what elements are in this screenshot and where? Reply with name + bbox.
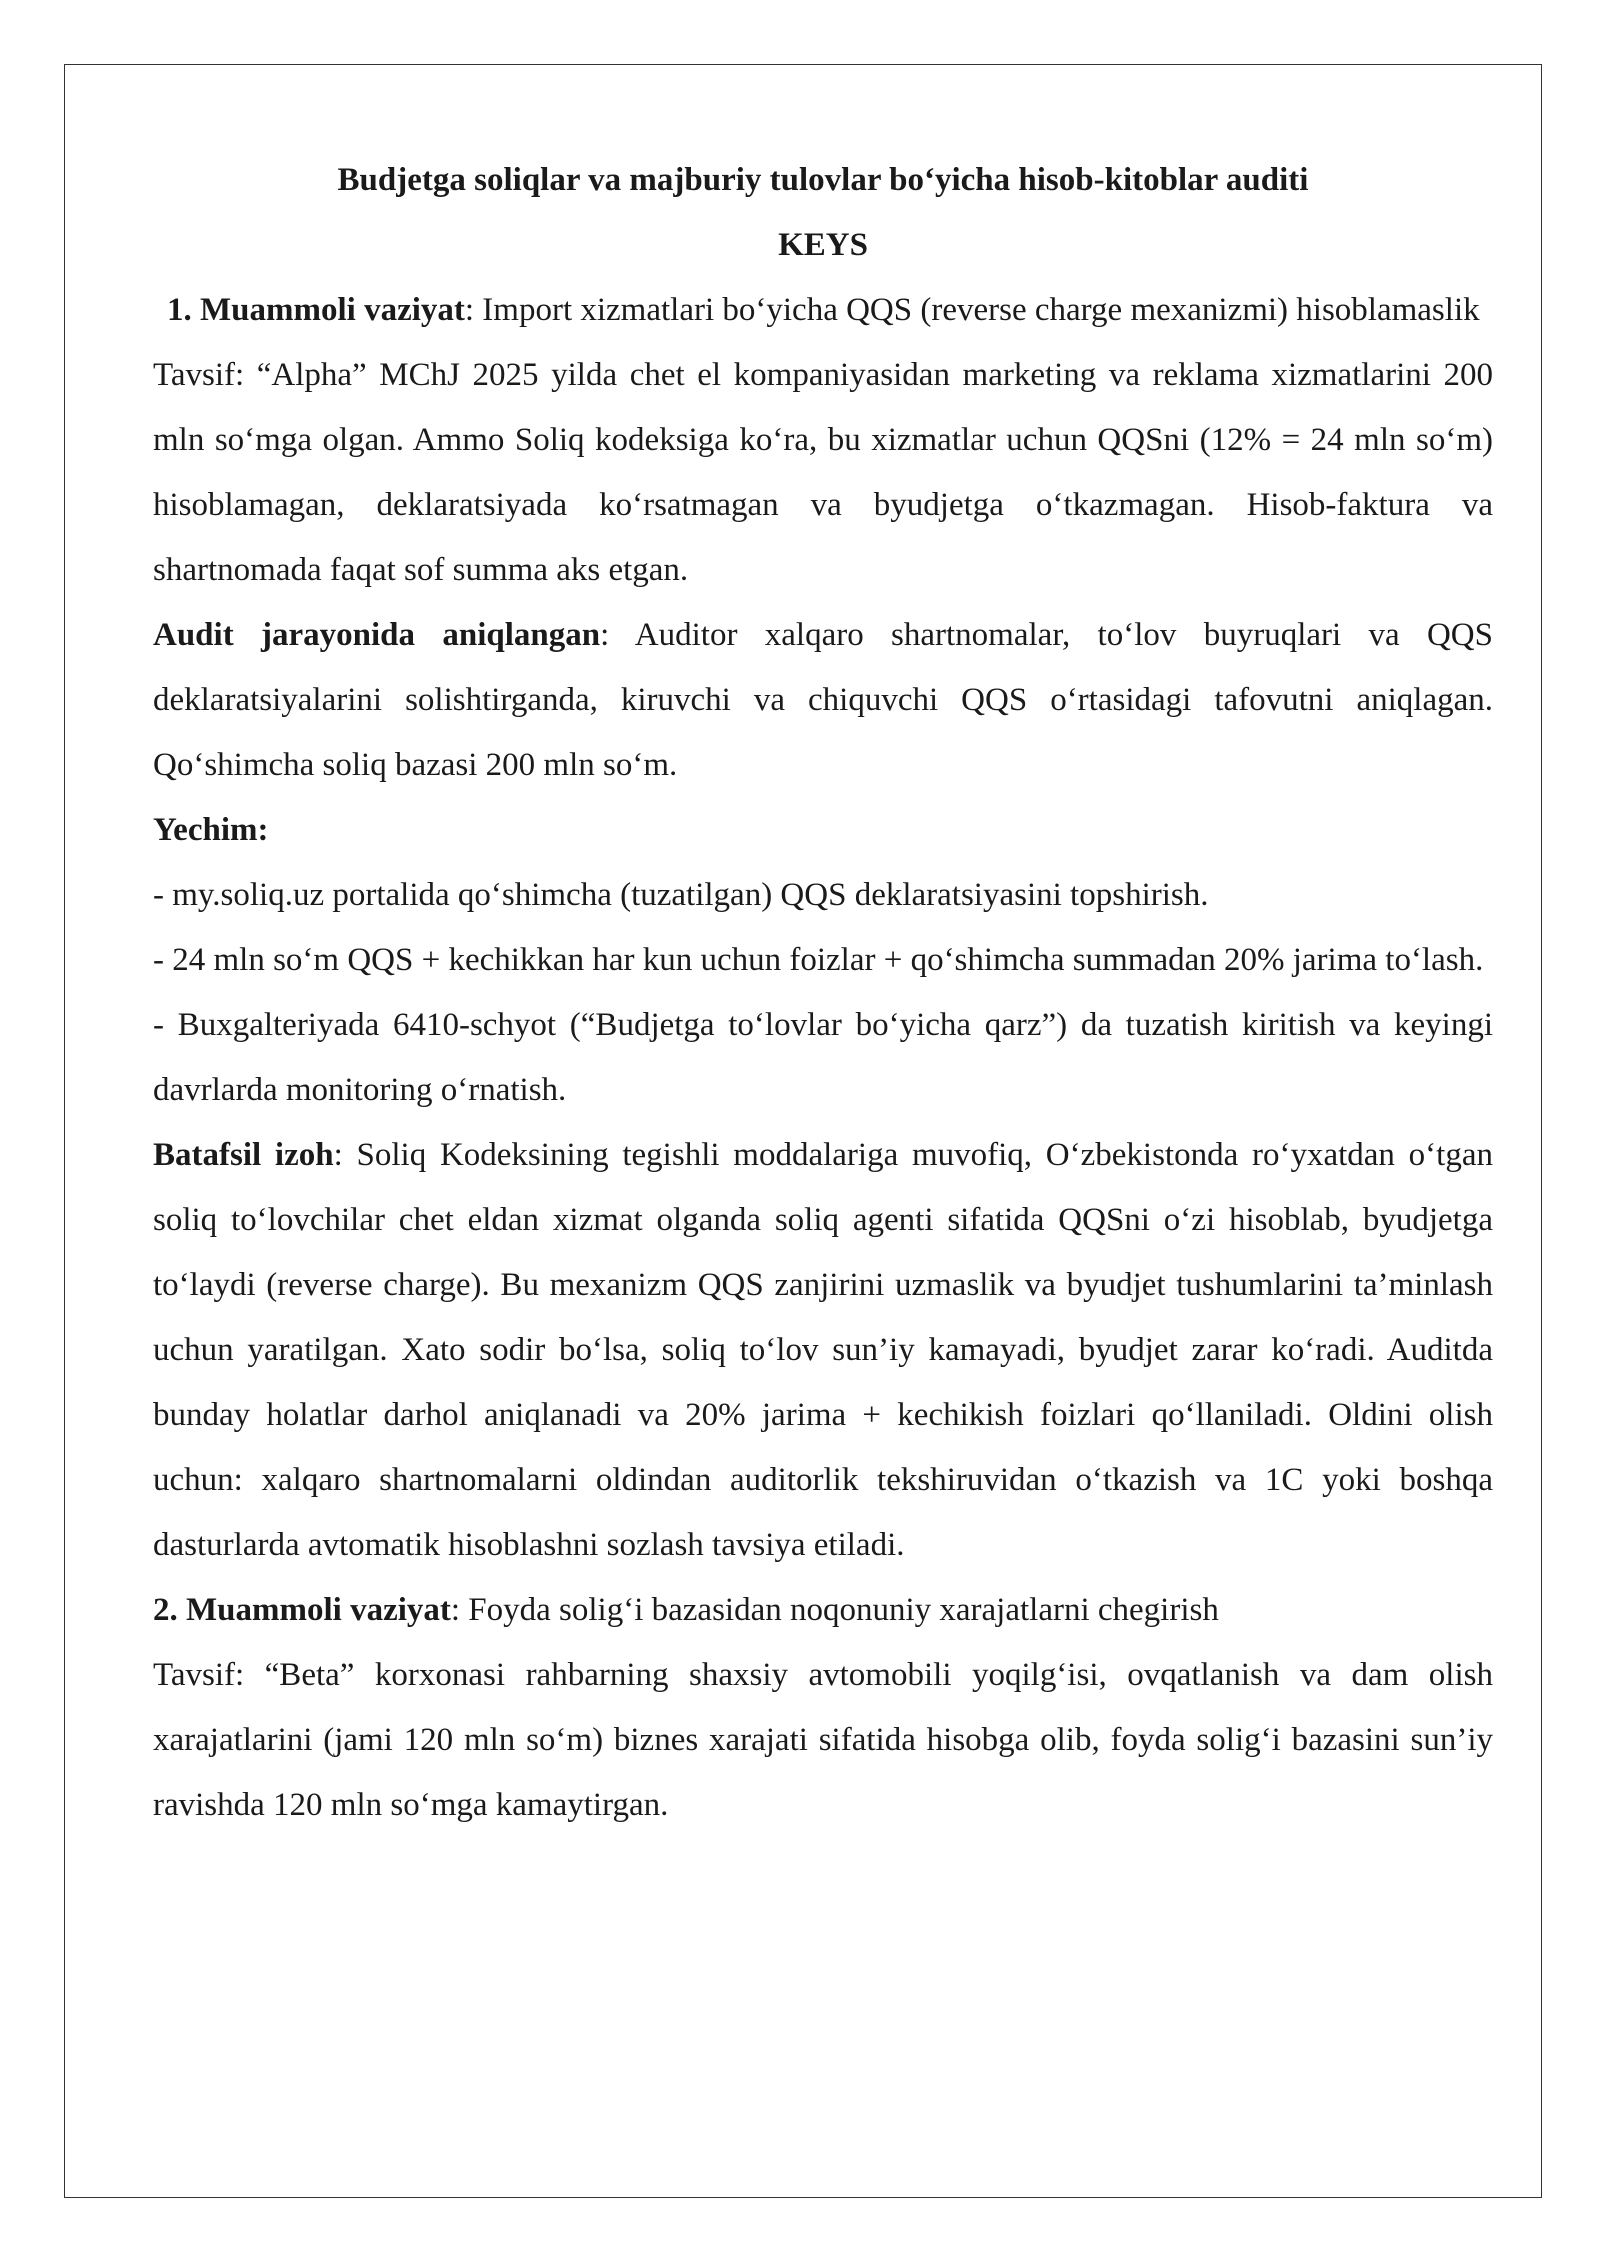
case1-audit-text: : Auditor xalqaro shartnomalar, to‘lov buyruqlari va QQS deklaratsiyalarini solishtirganda, kiruvchi va chiquvchi QQS o‘rtasidagi tafovutni aniqlagan. Qo‘shimcha soliq bazasi 200 mln so‘m. [153, 617, 1493, 783]
case1-detail [153, 1123, 1493, 1578]
case2-description: Tavsif: “Beta” korxonasi rahbarning shaxsiy avtomobili yoqilg‘isi, ovqatlanish va dam olish xarajatlarini (jami 120 mln so‘m) biznes xarajati sifatida hisobga olib, foyda solig‘i bazasini sun’iy ravishda 120 mln so‘mga kamaytirgan. [153, 1657, 1493, 1823]
case1-solution-item-1: - my.soliq.uz portalida qo‘shimcha (tuzatilgan) QQS deklaratsiyasini topshirish. [153, 877, 1209, 913]
case1-detail-text: : Soliq Kodeksining tegishli moddalariga muvofiq, O‘zbekistonda ro‘yxatdan o‘tgan soliq to‘lovchilar chet eldan xizmat olganda soliq agenti sifatida QQSni o‘zi hisoblab, byudjetga to‘laydi (reverse charge). Bu mexanizm QQS zanjirini uzmaslik va byudjet tushumlarini ta’minlash uchun yaratilgan. Xato sodir bo‘lsa, soliq to‘lov sun’iy kamayadi, byudjet zarar ko‘radi. Auditda bunday holatlar darhol aniqlanadi va 20% jarima + kechikish foizlari qo‘llaniladi. Oldini olish uchun: xalqaro shartnomalarni oldindan auditorlik tekshiruvidan o‘tkazish va 1C yoki boshqa dasturlarda avtomatik hisoblashni sozlash tavsiya etiladi. [153, 1137, 1493, 1563]
case1-heading-separator: : [464, 292, 475, 328]
case1-description: Tavsif: “Alpha” MChJ 2025 yilda chet el kompaniyasidan marketing va reklama xizmatlarini 200 mln so‘mga olgan. Ammo Soliq kodeksiga ko‘ra, bu xizmatlar uchun QQSni (12% = 24 mln so‘m) hisoblamagan, deklaratsiyada ko‘rsatmagan va byudjetga o‘tkazmagan. Hisob-faktura va shartnomada faqat sof summa aks etgan. [153, 357, 1493, 588]
case1-solution-item-3: - Buxgalteriyada 6410-schyot (“Budjetga to‘lovlar bo‘yicha qarz”) da tuzatish kiritish va keyingi davrlarda monitoring o‘rnatish. [153, 1007, 1493, 1108]
case1-detail-label: Batafsil izoh [153, 1137, 334, 1173]
case1-heading-text: Import xizmatlari bo‘yicha QQS (reverse charge mexanizmi) hisoblamaslik [474, 292, 1480, 328]
case1-heading [153, 278, 1493, 343]
case2-heading-text: : Foyda solig‘i bazasidan noqonuniy xarajatlarni chegirish [450, 1592, 1219, 1628]
case1-heading-label: 1. Muammoli vaziyat [167, 292, 465, 328]
case1-solution-item-2: - 24 mln so‘m QQS + kechikkan har kun uchun foizlar + qo‘shimcha summadan 20% jarima to‘lash. [153, 942, 1484, 978]
document-title: Budjetga soliqlar va majburiy tulovlar bo‘yicha hisob-kitoblar auditi [337, 162, 1309, 198]
case1-audit-label: Audit jarayonida aniqlangan [153, 617, 601, 653]
document-subtitle: KEYS [778, 227, 868, 263]
case2-heading-label: 2. Muammoli vaziyat [153, 1592, 451, 1628]
case2-heading [153, 1578, 1493, 1643]
document-body [153, 148, 1493, 1838]
case1-solution-label: Yechim: [153, 812, 269, 848]
case1-audit-finding [153, 603, 1493, 798]
